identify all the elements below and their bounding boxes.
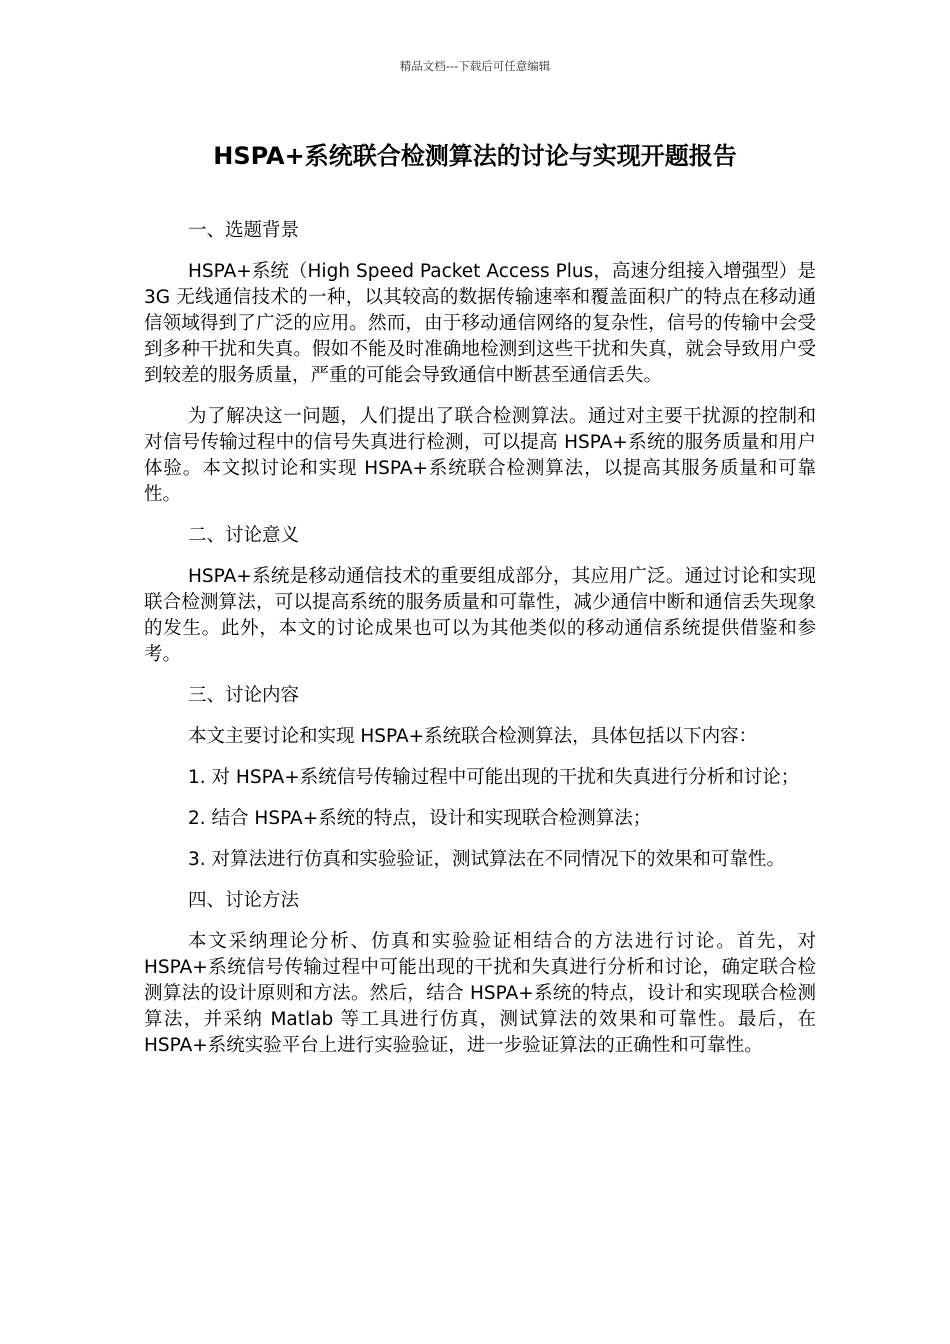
section-heading: 三、讨论内容 (188, 685, 300, 706)
paragraph: HSPA+系统是移动通信技术的重要组成部分，其应用广泛。通过讨论和实现联合检测算法，可以提高系统的服务质量和可靠性，减少通信中断和通信丢失现象的发生。此外，本文的讨论成果也可以为其他类似的移动通信系统提供借鉴和参考。 (144, 566, 816, 665)
list-item: 2. 结合 HSPA+系统的特点，设计和实现联合检测算法； (188, 808, 652, 829)
list-item: 1. 对 HSPA+系统信号传输过程中可能出现的干扰和失真进行分析和讨论； (188, 767, 800, 788)
section-heading: 一、选题背景 (188, 220, 300, 241)
section-background (144, 218, 816, 508)
page-header: 精品文档---下载后可任意编辑 (399, 59, 551, 73)
list-item: 3. 对算法进行仿真和实验验证，测试算法在不同情况下的效果和可靠性。 (188, 849, 786, 870)
document-body (144, 218, 816, 1074)
section-significance (144, 523, 816, 668)
paragraph: 为了解决这一问题，人们提出了联合检测算法。通过对主要干扰源的控制和对信号传输过程中的信号失真进行检测，可以提高 HSPA+系统的服务质量和用户体验。本文拟讨论和实现 HSPA+系统联合检测算法，以提高其服务质量和可靠性。 (144, 406, 816, 505)
paragraph: HSPA+系统（High Speed Packet Access Plus，高速分组接入增强型）是 3G 无线通信技术的一种，以其较高的数据传输速率和覆盖面积广的特点在移动通信领域得到了广泛的应用。然而，由于移动通信网络的复杂性，信号的传输中会受到多种干扰和失真。假如不能及时准确地检测到这些干扰和失真，就会导致用户受到较差的服务质量，严重的可能会导致通信中断甚至通信丢失。 (144, 261, 816, 386)
section-heading: 四、讨论方法 (188, 890, 300, 911)
paragraph: 本文主要讨论和实现 HSPA+系统联合检测算法，具体包括以下内容： (188, 726, 758, 747)
section-methods (144, 888, 816, 1059)
paragraph: 本文采纳理论分析、仿真和实验验证相结合的方法进行讨论。首先，对 HSPA+系统信号传输过程中可能出现的干扰和失真进行分析和讨论，确定联合检测算法的设计原则和方法。然后，结合 HSPA+系统的特点，设计和实现联合检测算法，并采纳 Matlab 等工具进行仿真，测试算法的效果和可靠性。最后，在 HSPA+系统实验平台上进行实验验证，进一步验证算法的正确性和可靠性。 (144, 931, 816, 1056)
document-title: HSPA+系统联合检测算法的讨论与实现开题报告 (213, 142, 737, 170)
section-content (144, 683, 816, 873)
section-heading: 二、讨论意义 (188, 525, 300, 546)
